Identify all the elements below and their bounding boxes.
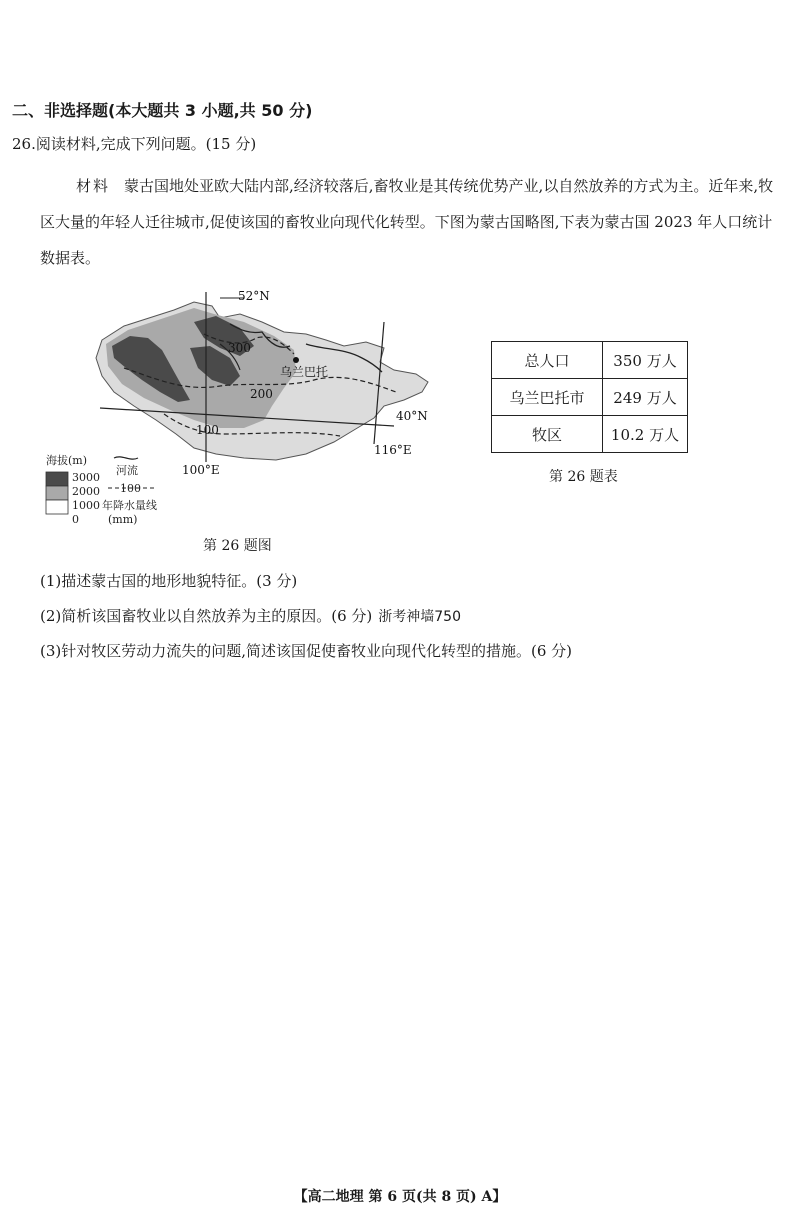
legend-level-1000: 1000 (72, 499, 100, 512)
label-40n: 40°N (396, 409, 428, 423)
legend-swatch-low (46, 500, 68, 514)
legend-level-0: 0 (72, 513, 79, 526)
label-100e: 100°E (182, 463, 220, 477)
legend-isohyet-unit: (mm) (108, 513, 138, 526)
table-row (492, 416, 688, 453)
legend-level-2000: 2000 (72, 485, 100, 498)
legend-isohyet-sample: 100 (120, 482, 141, 495)
table-cell-value: 350 万人 (603, 342, 688, 379)
map-caption: 第 26 题图 (203, 538, 272, 554)
subquestion-2 (40, 605, 461, 626)
label-52n: 52°N (238, 289, 270, 303)
table-cell-value: 249 万人 (603, 379, 688, 416)
label-116e: 116°E (374, 443, 412, 457)
material-text: 蒙古国地处亚欧大陆内部,经济较落后,畜牧业是其传统优势产业,以自然放养的方式为主。近年来,牧区大量的年轻人迁往城市,促使该国的畜牧业向现代化转型。下图为蒙古国略图,下表为蒙古国 2023 年人口统计数据表。 (40, 177, 774, 267)
label-ulaanbaatar: 乌兰巴托 (280, 365, 329, 379)
legend-river-symbol (114, 457, 138, 459)
question-title: 26.阅读材料,完成下列问题。(15 分) (12, 135, 257, 153)
table-cell-value: 10.2 万人 (603, 416, 688, 453)
table-cell-label: 总人口 (492, 342, 603, 379)
legend-isohyet-title: 年降水量线 (102, 499, 157, 512)
mongolia-map-figure (44, 288, 444, 528)
legend-altitude-title: 海拔(m) (46, 454, 88, 467)
watermark-note: 浙考神墙750 (378, 609, 461, 625)
legend-swatch-high (46, 472, 68, 486)
mongolia-map (44, 288, 444, 528)
table-cell-label: 乌兰巴托市 (492, 379, 603, 416)
table-row (492, 342, 688, 379)
label-isohyet-300: 300 (228, 341, 251, 355)
subquestion-1: (1)描述蒙古国的地形地貌特征。(3 分) (40, 572, 298, 590)
subquestion-3: (3)针对牧区劳动力流失的问题,简述该国促使畜牧业向现代化转型的措施。(6 分) (40, 642, 573, 660)
section-title: 二、非选择题(本大题共 3 小题,共 50 分) (12, 101, 313, 120)
label-isohyet-200: 200 (250, 387, 273, 401)
table-row (492, 379, 688, 416)
legend-river: 河流 (116, 464, 138, 477)
table-caption: 第 26 题表 (549, 469, 618, 485)
population-table (491, 341, 688, 453)
material-lead: 材料 (76, 177, 111, 195)
subquestion-2-text: (2)简析该国畜牧业以自然放养为主的原因。(6 分) (40, 607, 373, 625)
legend-swatch-mid (46, 486, 68, 500)
ulaanbaatar-marker (293, 357, 299, 363)
material-paragraph (40, 168, 785, 276)
page-footer: 【高二地理 第 6 页(共 8 页) A】 (293, 1189, 507, 1205)
label-isohyet-100: 100 (196, 423, 219, 437)
legend-level-3000: 3000 (72, 471, 100, 484)
table-cell-label: 牧区 (492, 416, 603, 453)
